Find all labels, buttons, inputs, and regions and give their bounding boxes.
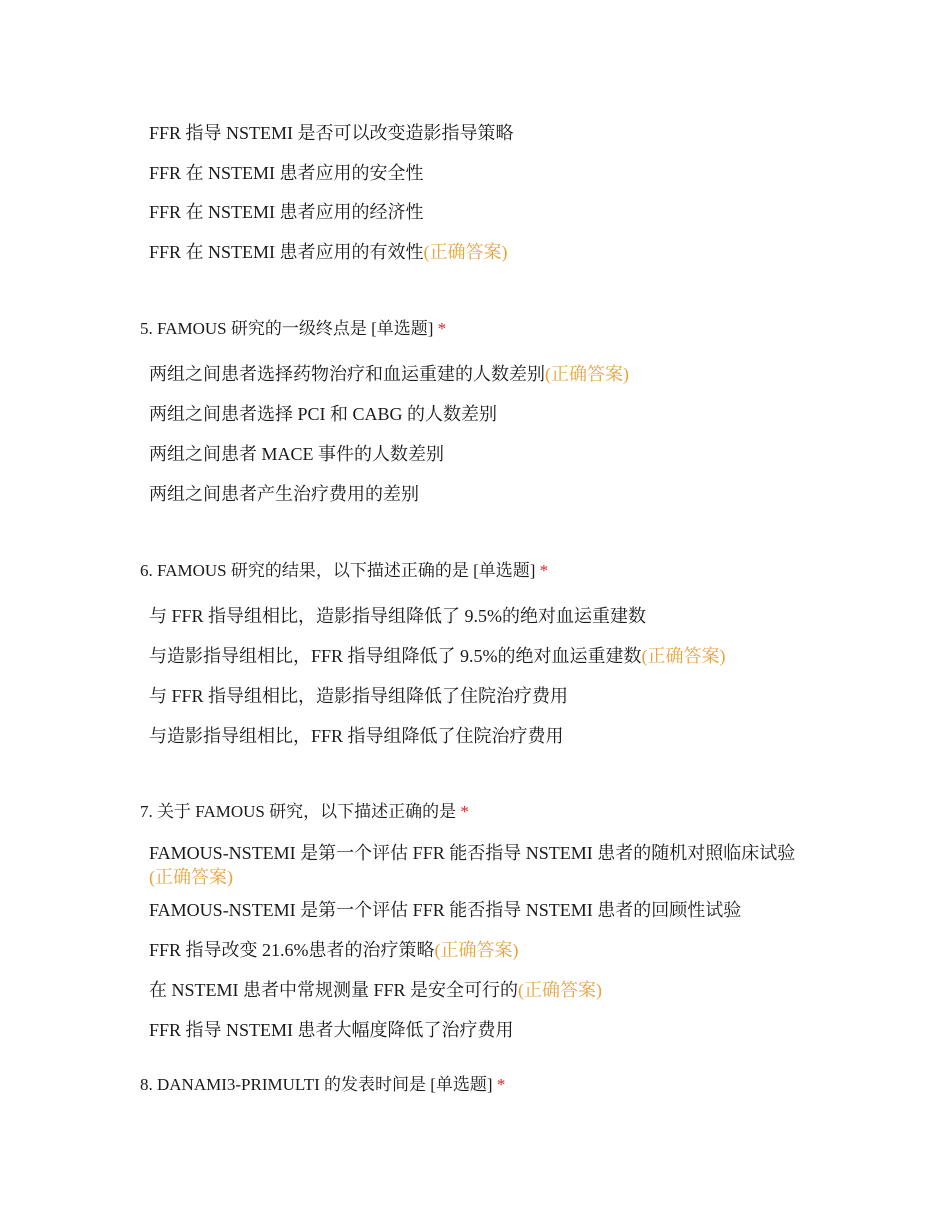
option-text: 与造影指导组相比，FFR 指导组降低了 9.5%的绝对血运重建数 bbox=[149, 646, 642, 666]
q7-title bbox=[140, 800, 840, 824]
question-text: 5. FAMOUS 研究的一级终点是 [单选题] bbox=[140, 319, 434, 338]
option-text: 与 FFR 指导组相比，造影指导组降低了住院治疗费用 bbox=[149, 686, 569, 706]
q4-option-4 bbox=[149, 240, 809, 264]
q5-option-1 bbox=[149, 362, 809, 386]
option-text: FFR 指导 NSTEMI 是否可以改变造影指导策略 bbox=[149, 123, 514, 143]
q6-option-4 bbox=[149, 724, 809, 748]
correct-answer-tag: (正确答案) bbox=[641, 646, 726, 666]
option-text: 与造影指导组相比，FFR 指导组降低了住院治疗费用 bbox=[149, 726, 564, 746]
q8-title bbox=[140, 1073, 840, 1097]
q4-option-1 bbox=[149, 121, 809, 145]
option-text: FFR 在 NSTEMI 患者应用的安全性 bbox=[149, 163, 424, 183]
required-mark: * bbox=[460, 802, 469, 821]
required-mark: * bbox=[437, 319, 447, 338]
q4-option-2 bbox=[149, 161, 809, 185]
q4-option-3 bbox=[149, 200, 809, 224]
question-text: 8. DANAMI3-PRIMULTI 的发表时间是 [单选题] bbox=[140, 1075, 493, 1094]
option-text: 两组之间患者产生治疗费用的差别 bbox=[149, 484, 419, 504]
q6-option-3 bbox=[149, 684, 809, 708]
q7-option-4 bbox=[149, 978, 809, 1002]
option-text: FAMOUS-NSTEMI 是第一个评估 FFR 能否指导 NSTEMI 患者的随机对照临床试验 bbox=[149, 843, 796, 863]
option-text: FFR 指导 NSTEMI 患者大幅度降低了治疗费用 bbox=[149, 1020, 514, 1040]
option-text: FAMOUS-NSTEMI 是第一个评估 FFR 能否指导 NSTEMI 患者的回顾性试验 bbox=[149, 900, 742, 920]
required-mark: * bbox=[496, 1075, 506, 1094]
q6-title bbox=[140, 559, 840, 583]
option-text: FFR 在 NSTEMI 患者应用的经济性 bbox=[149, 202, 424, 222]
required-mark: * bbox=[539, 561, 549, 580]
option-text: 两组之间患者选择药物治疗和血运重建的人数差别 bbox=[149, 364, 545, 384]
question-text: 6. FAMOUS 研究的结果，以下描述正确的是 [单选题] bbox=[140, 561, 536, 580]
question-text: 7. 关于 FAMOUS 研究，以下描述正确的是 bbox=[140, 802, 457, 821]
q6-option-1 bbox=[149, 604, 809, 628]
correct-answer-tag: (正确答案) bbox=[423, 242, 508, 262]
option-text: FFR 指导改变 21.6%患者的治疗策略 bbox=[149, 940, 435, 960]
q5-title bbox=[140, 317, 840, 341]
q6-option-2 bbox=[149, 644, 809, 668]
q7-option-5 bbox=[149, 1018, 809, 1042]
option-text: FFR 在 NSTEMI 患者应用的有效性 bbox=[149, 242, 424, 262]
correct-answer-tag: (正确答案) bbox=[434, 940, 519, 960]
q7-option-2 bbox=[149, 898, 809, 922]
q7-option-1 bbox=[149, 841, 804, 889]
q5-option-4 bbox=[149, 482, 809, 506]
q5-option-3 bbox=[149, 442, 809, 466]
option-text: 在 NSTEMI 患者中常规测量 FFR 是安全可行的 bbox=[149, 980, 519, 1000]
option-text: 与 FFR 指导组相比，造影指导组降低了 9.5%的绝对血运重建数 bbox=[149, 606, 647, 626]
correct-answer-tag: (正确答案) bbox=[149, 867, 233, 887]
option-text: 两组之间患者选择 PCI 和 CABG 的人数差别 bbox=[149, 404, 498, 424]
correct-answer-tag: (正确答案) bbox=[518, 980, 603, 1000]
option-text: 两组之间患者 MACE 事件的人数差别 bbox=[149, 444, 445, 464]
q7-option-3 bbox=[149, 938, 809, 962]
q5-option-2 bbox=[149, 402, 809, 426]
correct-answer-tag: (正确答案) bbox=[545, 364, 629, 384]
